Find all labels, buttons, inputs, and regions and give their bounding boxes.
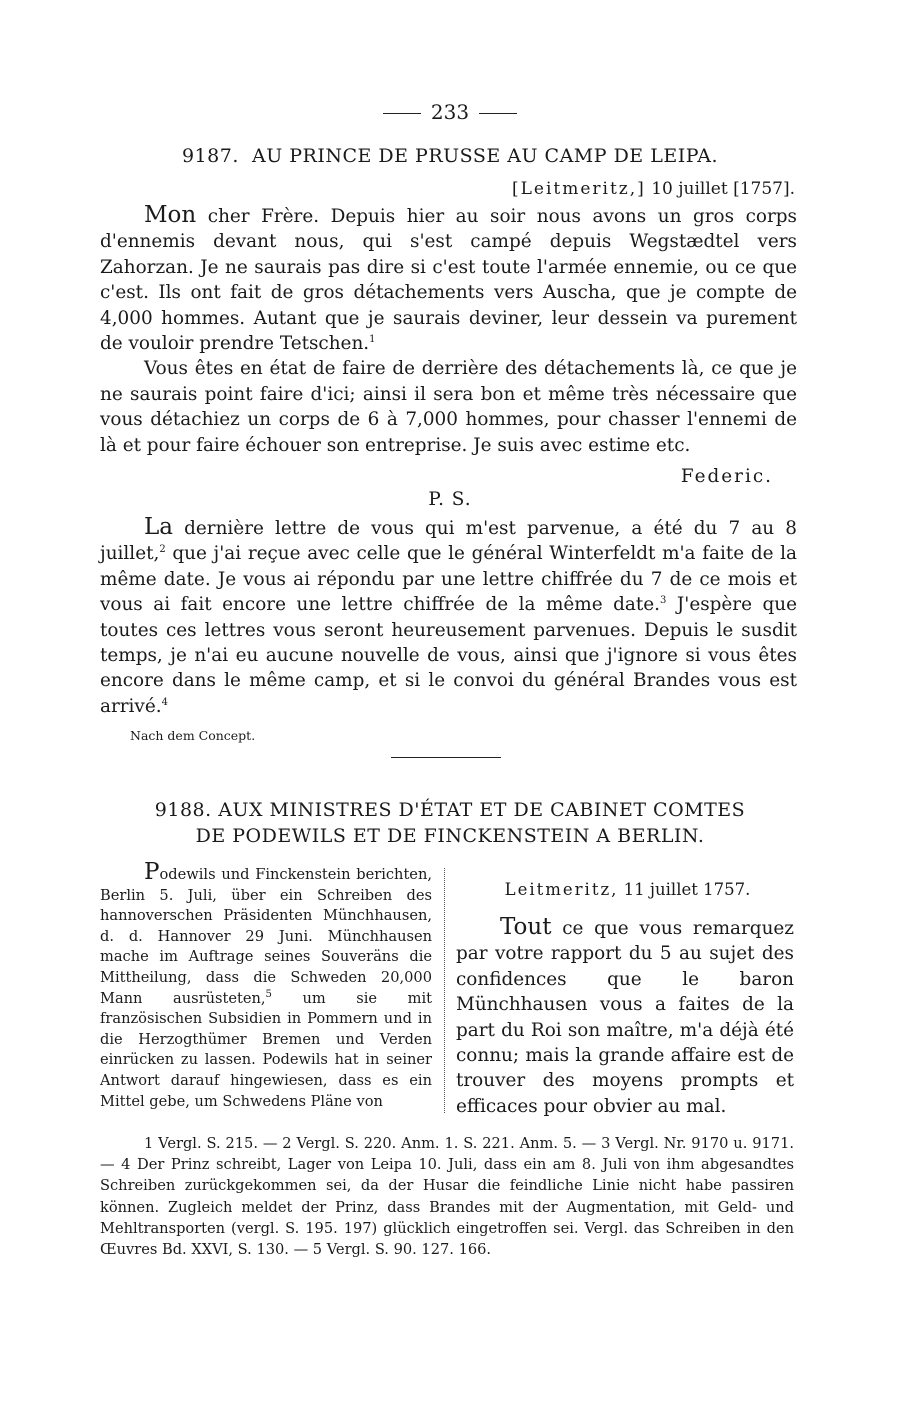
postscript-body xyxy=(100,515,797,719)
footnote-ref-1: 1 xyxy=(369,333,376,345)
letter-9188-title-line-2: DE PODEWILS ET DE FINCKENSTEIN A BERLIN. xyxy=(195,825,705,847)
column-divider xyxy=(444,868,445,1113)
letter-9187-place: [Leitmeritz,] xyxy=(511,179,646,199)
letter-9187-dateline xyxy=(512,179,795,199)
letter-9188-paragraph xyxy=(456,915,794,1119)
signature: Federic. xyxy=(680,466,773,487)
letter-9187-paragraph-2: Vous êtes en état de faire de derrière des détachements là, ce que je ne saurais point faire d'ici; ainsi il sera bon et même très nécessaire que vous détachiez un corps de 6 à 7,000 hommes, pour chasser l'ennemi de là et pour faire échouer son entreprise. Je suis avec estime etc. xyxy=(100,358,797,456)
letter-9188-body xyxy=(456,915,794,1119)
letter-9187-number: 9187. xyxy=(181,145,239,167)
letter-9188-initial-word: Tout xyxy=(500,914,552,940)
letter-9188-date: 11 juillet 1757. xyxy=(623,880,751,899)
letter-9188-summary-text-a: odewils und Finckenstein berichten, Berlin 5. Juli, über ein Schreiben des hannoverschen Präsidenten Münchhausen, d. d. Hannover 29 Juni. Münchhausen mache im Auftrage seines Souveräns die Mittheilung, dass die Schweden 20,000 Mann ausrüsteten, xyxy=(100,866,432,1007)
letter-9188-summary-text-b: um sie mit französischen Subsidien in Pommern und in die Herzogthümer Bremen und Verden einrücken zu lassen. Podewils hat in seiner Antwort darauf hingewiesen, dass es ein Mittel gebe, um Schwedens Pläne von xyxy=(100,989,432,1110)
footnotes-text: 1 Vergl. S. 215. — 2 Vergl. S. 220. Anm. 1. S. 221. Anm. 5. — 3 Vergl. Nr. 9170 u. 9171. — 4 Der Prinz schreibt, Lager von Leipa 10. Juli, dass ein am 8. Juli von ihm abgesandtes Schreiben zurückgekommen sei, da der Husar die feindliche Linie nicht habe passiren können. Zugleich meldet der Prinz, dass Brandes mit der Augmentation, mit Geld- und Mehltransporten (vergl. S. 195. 197) glücklich eingetroffen sei. Vergl. das Schreiben in den Œuvres Bd. XXVI, S. 130. — 5 Vergl. S. 90. 127. 166. xyxy=(100,1135,794,1259)
letter-9187-body xyxy=(100,203,797,458)
letter-9188-body-text: ce que vous remarquez par votre rapport du 5 au sujet des confidences que le baron Münchhausen vous a faites de la part du Roi son maître, m'a déjà été connu; mais la grande affaire est de trouver des moyens prompts et efficaces pour obvier au mal. xyxy=(456,918,794,1117)
footnotes xyxy=(100,1133,794,1260)
postscript-text-a: dernière lettre de vous qui m'est parvenue, a été du 7 au 8 juillet, xyxy=(100,518,797,565)
letter-9187-title: AU PRINCE DE PRUSSE AU CAMP DE LEIPA. xyxy=(251,145,719,167)
footnote-ref-5: 5 xyxy=(265,988,272,1000)
letter-9188-heading xyxy=(100,797,800,849)
letter-9187-heading xyxy=(100,145,800,167)
letter-9188-place: Leitmeritz, xyxy=(504,880,619,899)
footnote-ref-4: 4 xyxy=(161,696,168,708)
letter-9187-date: 10 juillet [1757]. xyxy=(651,179,795,199)
postscript-text-c: J'espère que toutes ces lettres vous seront heureusement parvenues. Depuis le susdit temps, je n'ai eu aucune nouvelle de vous, ainsi que j'ignore si vous êtes encore dans le même camp, et si le convoi du général Brandes vous est arrivé. xyxy=(100,594,798,717)
postscript-initial-word: La xyxy=(144,514,173,540)
postscript-label: P. S. xyxy=(428,489,472,510)
page-number xyxy=(0,100,900,124)
footnote-ref-2: 2 xyxy=(159,544,166,556)
footnote-ref-3: 3 xyxy=(660,595,667,607)
page-number-dash-right xyxy=(479,113,517,114)
letter-9187-paragraph-1 xyxy=(100,203,797,356)
letter-9187-initial-word: Mon xyxy=(144,202,197,228)
letter-9188-dateline xyxy=(456,880,799,899)
letter-9188-summary-paragraph xyxy=(100,859,432,1112)
postscript-paragraph xyxy=(100,515,797,719)
source-note: Nach dem Concept. xyxy=(130,728,256,743)
postscript-text-b: que j'ai reçue avec celle que le général Winterfeldt m'a faite de la même date. Je vous ai répondu par une lettre chiffrée du 7 de ce mois et vous ai fait encore une lettre chiffrée de la même date. xyxy=(100,543,797,616)
page-number-dash-left xyxy=(383,113,421,114)
page-number-text: 233 xyxy=(430,100,470,124)
letter-9188-summary-initial: P xyxy=(144,859,160,885)
section-divider xyxy=(391,757,501,758)
letter-9188-title-line-1: 9188. AUX MINISTRES D'ÉTAT ET DE CABINET COMTES xyxy=(154,799,746,821)
letter-9188-summary xyxy=(100,859,432,1112)
letter-9187-paragraph-1-text: cher Frère. Depuis hier au soir nous avons un gros corps d'ennemis devant nous, qui s'est campé depuis Wegstædtel vers Zahorzan. Je ne saurais pas dire si c'est toute l'armée ennemie, ou ce que c'est. Ils ont fait de gros détachements vers Auscha, que je compte de 4,000 hommes. Autant que je saurais deviner, leur dessein va purement de vouloir prendre Tetschen. xyxy=(100,206,797,355)
